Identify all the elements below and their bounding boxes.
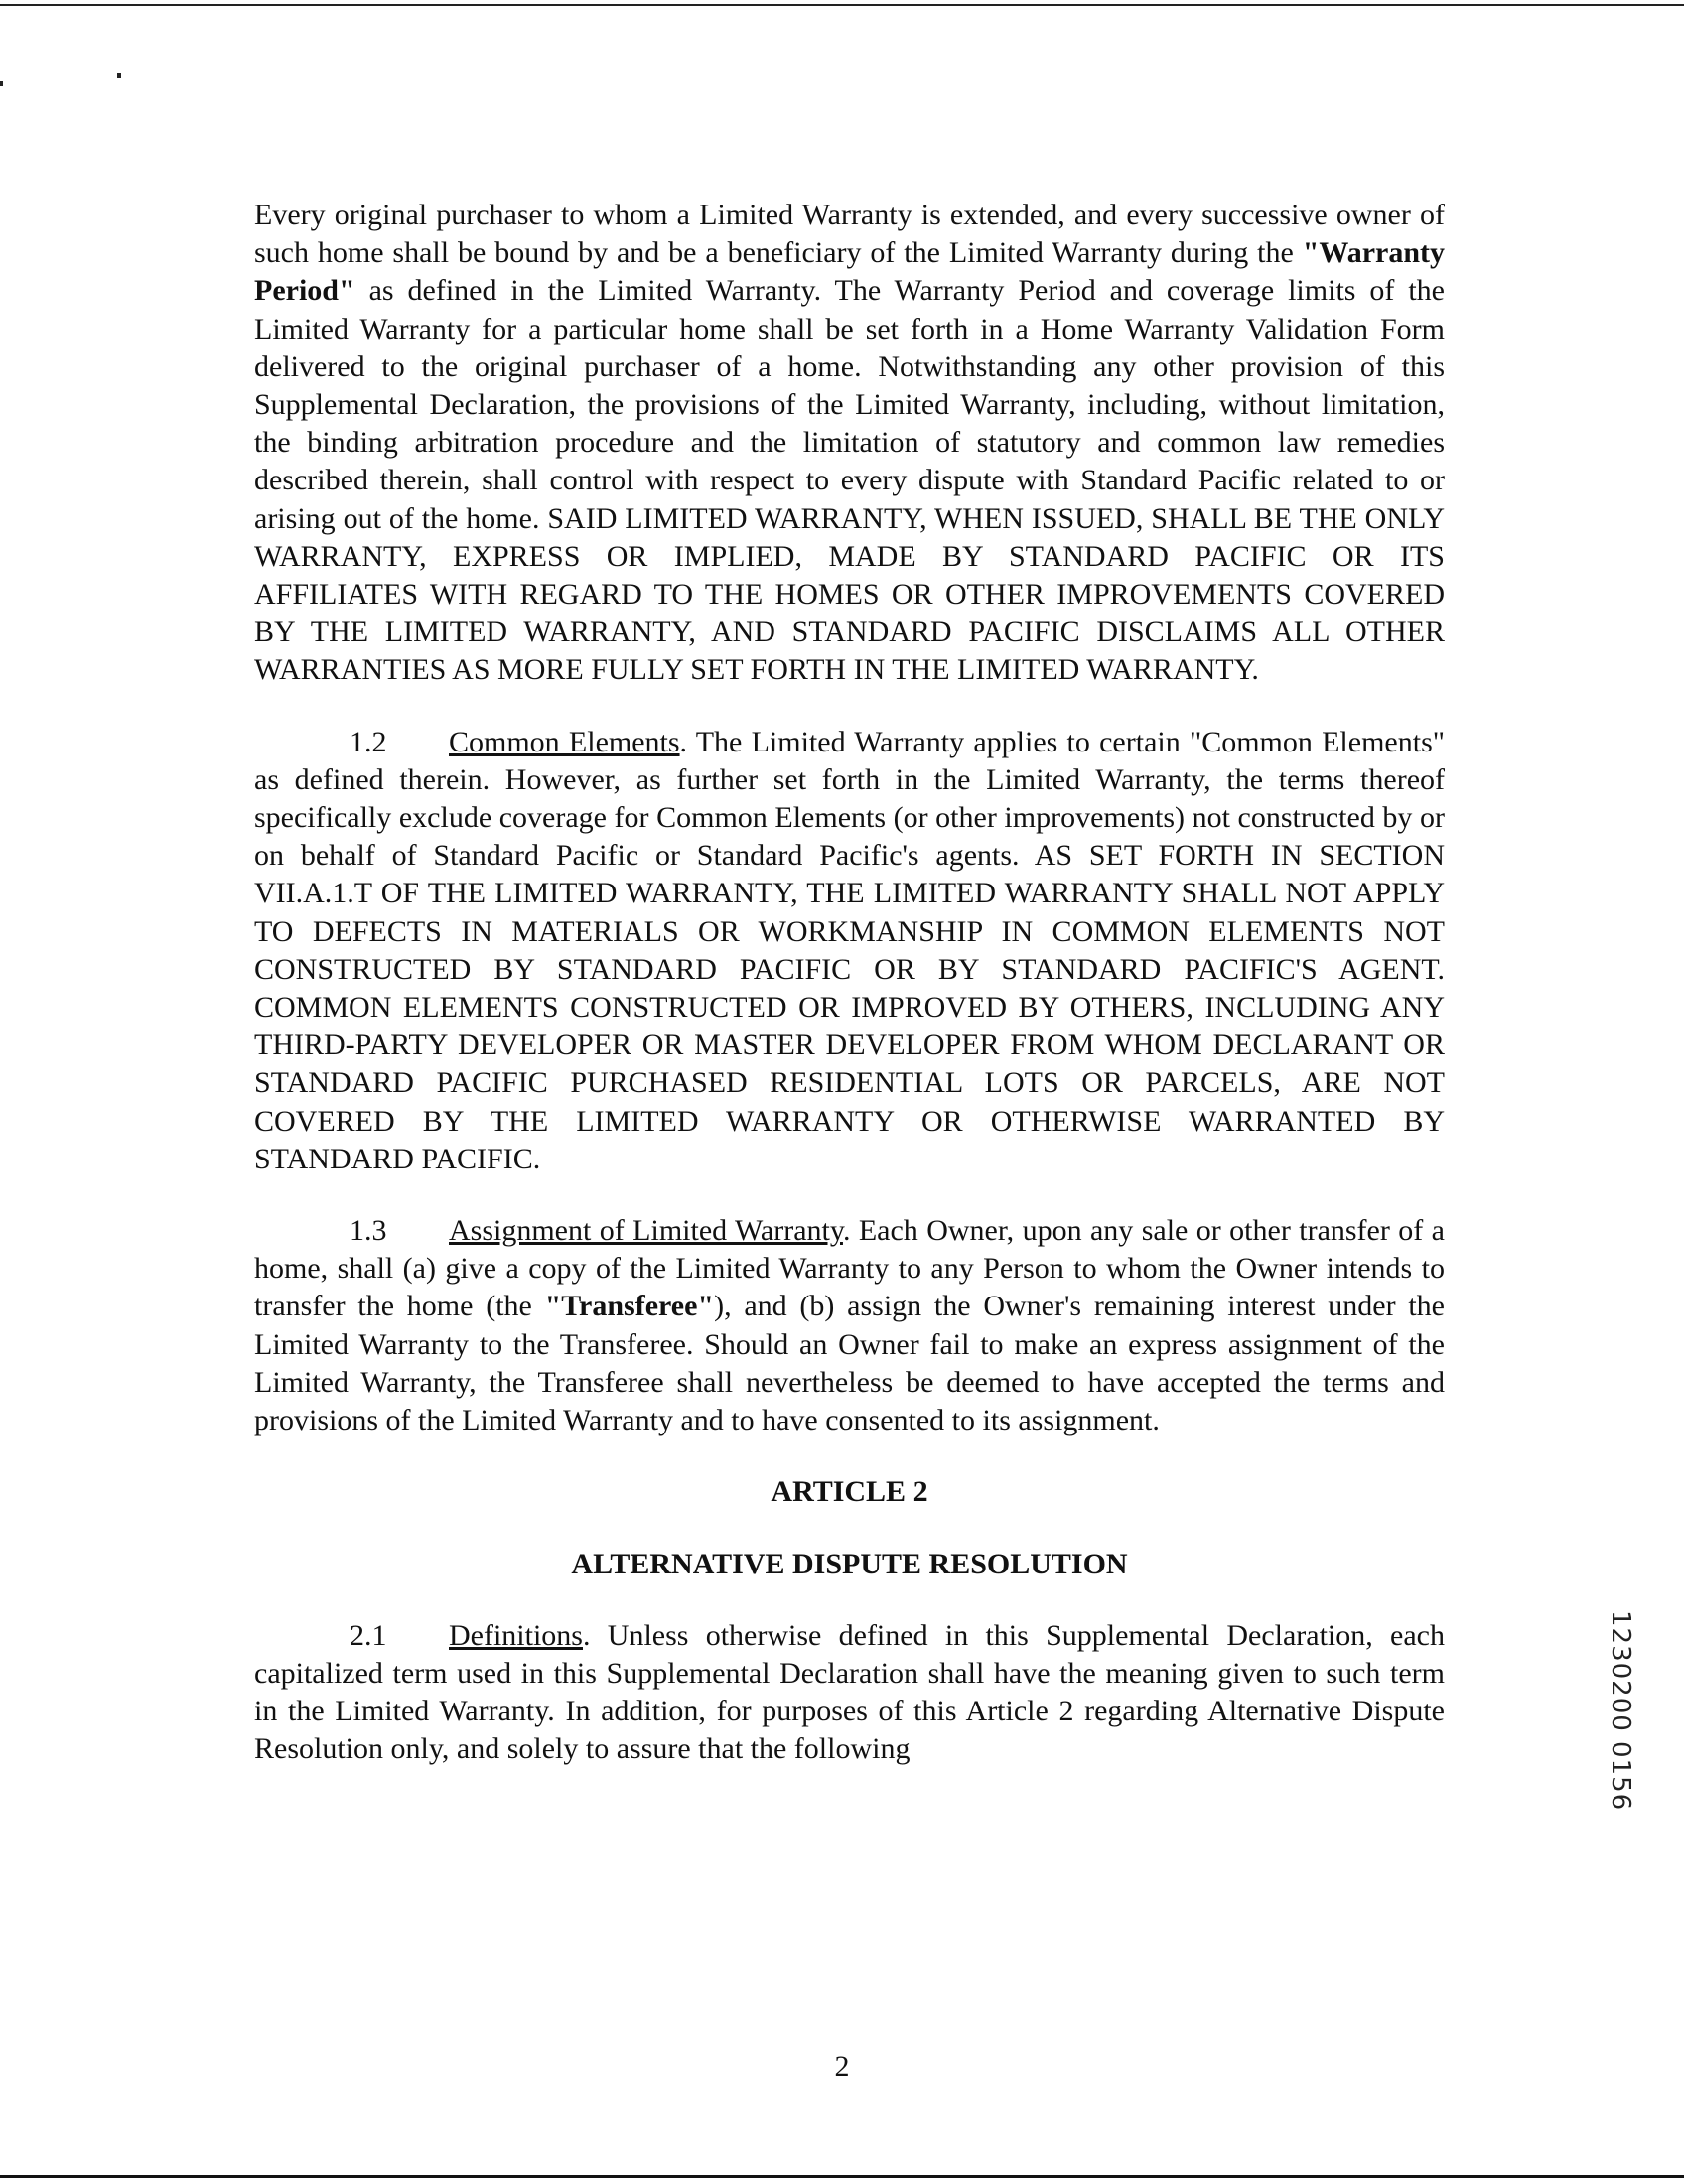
page-number: 2: [834, 2050, 850, 2083]
article-title: ALTERNATIVE DISPUTE RESOLUTION: [571, 1547, 1128, 1580]
scan-speck: [0, 81, 3, 86]
scan-speck: [117, 73, 121, 78]
paragraph-text: as defined in the Limited Warranty. The Warranty Period and coverage limits of the Limited Warranty for a particular home shall be set forth in a Home Warranty Validation Form delivered to the original purchaser of a home. Notwithstanding any other provision of this Supplemental Declaration, the provisions of the Limited Warranty, including, without limitation, the binding arbitration procedure and the limitation of statutory and common law remedies described therein, shall control with respect to every dispute with Standard Pacific related to or arising out of the home. SAID LIMITED WARRANTY, WHEN ISSUED, SHALL BE THE ONLY WARRANTY, EXPRESS OR IMPLIED, MADE BY STANDARD PACIFIC OR ITS AFFILIATES WITH REGARD TO THE HOMES OR OTHER IMPROVEMENTS COVERED BY THE LIMITED WARRANTY, AND STANDARD PACIFIC DISCLAIMS ALL OTHER WARRANTIES AS MORE FULLY SET FORTH IN THE LIMITED WARRANTY.: [254, 274, 1445, 687]
bottom-scan-rule: [0, 2175, 1684, 2178]
section-title: Common Elements: [449, 725, 680, 758]
article-label: ARTICLE 2: [771, 1475, 928, 1509]
section-number: 2.1: [350, 1618, 387, 1652]
section-text: ), and (b) assign the Owner's remaining interest under the Limited Warranty to the Transferee. Should an Owner fail to make an express assignment of the Limited Warranty, the Transferee shall nevertheless be deemed to have accepted the terms and provisions of the Limited Warranty and to have consented to its assignment.: [254, 1290, 1445, 1437]
section-title: Assignment of Limited Warranty: [449, 1214, 843, 1248]
paragraph-text: Every original purchaser to whom a Limited Warranty is extended, and every successive owner of such home shall be bound by and be a beneficiary of the Limited Warranty during the: [254, 199, 1445, 270]
section-text: . The Limited Warranty applies to certain "Common Elements" as defined therein. However, as further set forth in the Limited Warranty, the terms thereof specifically exclude coverage for Common Elements (or other improvements) not constructed by or on behalf of Standard Pacific or Standard Pacific's agents. AS SET FORTH IN SECTION VII.A.1.T OF THE LIMITED WARRANTY, THE LIMITED WARRANTY SHALL NOT APPLY TO DEFECTS IN MATERIALS OR WORKMANSHIP IN COMMON ELEMENTS NOT CONSTRUCTED BY STANDARD PACIFIC OR BY STANDARD PACIFIC'S AGENT. COMMON ELEMENTS CONSTRUCTED OR IMPROVED BY OTHERS, INCLUDING ANY THIRD-PARTY DEVELOPER OR MASTER DEVELOPER FROM WHOM DECLARANT OR STANDARD PACIFIC PURCHASED RESIDENTIAL LOTS OR PARCELS, ARE NOT COVERED BY THE LIMITED WARRANTY OR OTHERWISE WARRANTED BY STANDARD PACIFIC.: [254, 725, 1445, 1175]
section-text: . Unless otherwise defined in this Supplemental Declaration, each capitalized term used in this Supplemental Declaration shall have the meaning given to such term in the Limited Warranty. In addition, for purposes of this Article 2 regarding Alternative Dispute Resolution only, and solely to assure that the following: [254, 1618, 1445, 1766]
defined-term-warranty-period: "Warranty Period": [254, 236, 1445, 308]
section-text: . Each Owner, upon any sale or other transfer of a home, shall (a) give a copy of the Limited Warranty to any Person to whom the Owner intends to transfer the home (the: [254, 1214, 1445, 1323]
section-2-1: [254, 1617, 1445, 1769]
side-document-stamp: 1230200 0156: [1606, 1610, 1635, 1812]
defined-term-transferee: "Transferee": [544, 1290, 715, 1323]
section-1-3: [254, 1212, 1445, 1439]
top-scan-rule: [0, 4, 1684, 6]
section-number: 1.2: [350, 725, 387, 758]
paragraph-warranty-period: [254, 197, 1445, 690]
section-1-2: [254, 724, 1445, 1178]
document-body: [254, 197, 1445, 1769]
section-number: 1.3: [350, 1214, 387, 1248]
section-title: Definitions: [449, 1618, 583, 1652]
